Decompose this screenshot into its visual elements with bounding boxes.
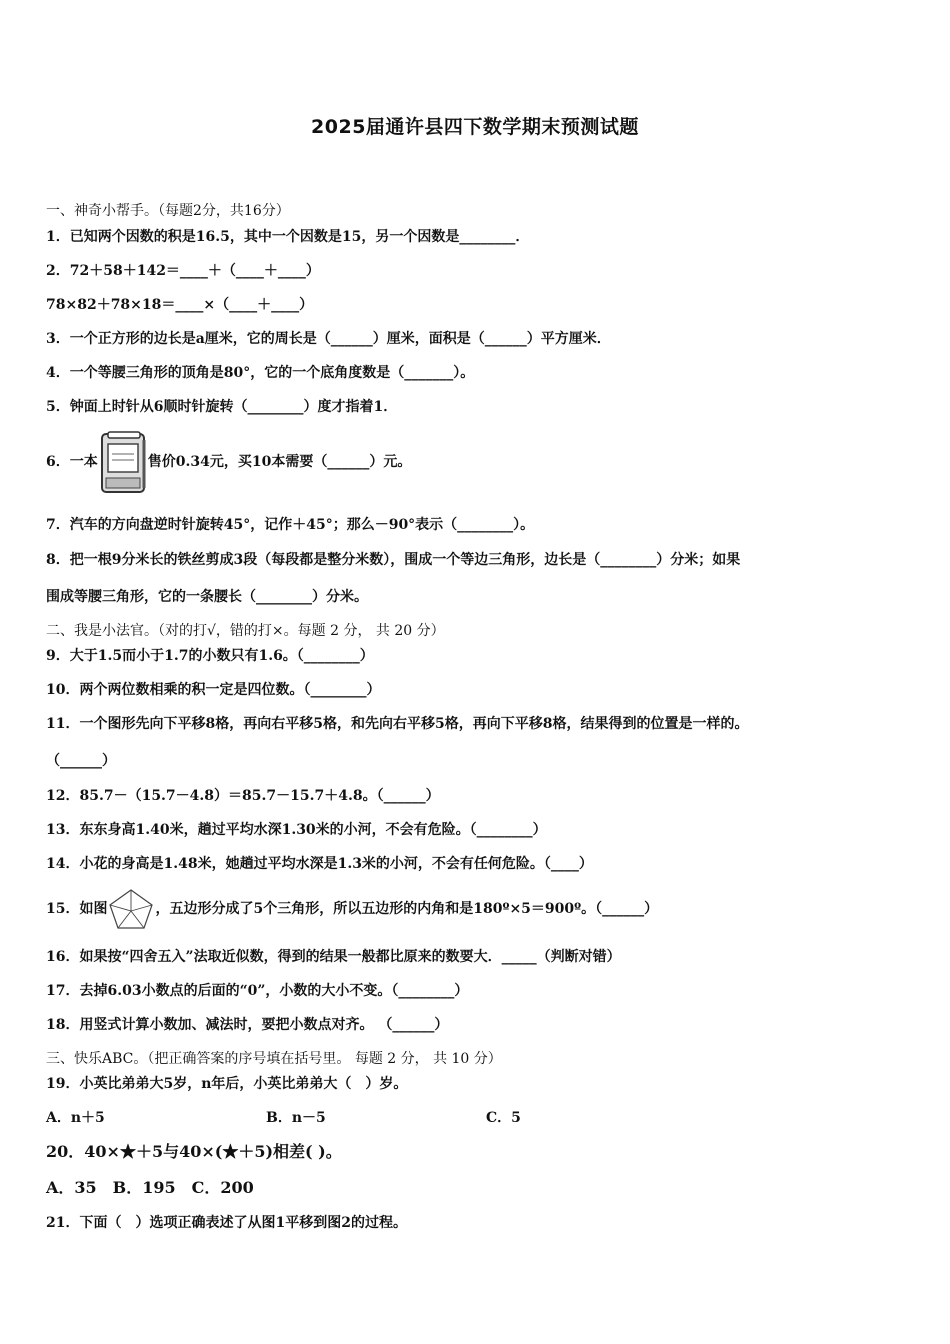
question-8-line-2: 围成等腰三角形，它的一条腰长（________）分米。 [46, 589, 368, 605]
question-15-suffix: ，五边形分成了5个三角形，所以五边形的内角和是180º×5＝900º。（______） [155, 901, 659, 917]
question-19-option-a: A．n＋5 [46, 1110, 105, 1126]
question-11-line-2: （______） [46, 753, 116, 769]
section-1-heading: 一、神奇小帮手。（每题2分，共16分） [46, 203, 290, 219]
question-18: 18．用竖式计算小数加、减法时，要把小数点对齐。 （______） [46, 1017, 449, 1033]
question-19: 19．小英比弟弟大5岁，n年后，小英比弟弟大（ ）岁。 [46, 1076, 408, 1092]
section-2-heading: 二、我是小法官。（对的打√，错的打×。每题 2 分， 共 20 分） [46, 623, 445, 639]
question-19-option-b: B．n－5 [266, 1110, 326, 1126]
question-19-option-c: C．5 [486, 1110, 521, 1126]
question-1: 1．已知两个因数的积是16.5，其中一个因数是15，另一个因数是________． [46, 229, 530, 245]
question-12: 12．85.7－（15.7－4.8）＝85.7－15.7＋4.8。（______） [46, 788, 440, 804]
question-2-line-1: 2．72＋58＋142＝____＋（____＋____） [46, 263, 320, 279]
pentagon-figure [107, 887, 155, 931]
question-5: 5．钟面上时针从6顺时针旋转（________）度才指着1． [46, 399, 398, 415]
section-3-heading: 三、快乐ABC。（把正确答案的序号填在括号里。 每题 2 分， 共 10 分） [46, 1051, 502, 1067]
question-9: 9．大于1.5而小于1.7的小数只有1.6。（________） [46, 648, 374, 664]
question-6 [46, 428, 411, 496]
question-21: 21．下面（ ）选项正确表述了从图1平移到图2的过程。 [46, 1215, 407, 1231]
question-7: 7．汽车的方向盘逆时针旋转45°，记作＋45°；那么－90°表示（________）。 [46, 517, 535, 533]
question-13: 13．东东身高1.40米，趟过平均水深1.30米的小河，不会有危险。（________） [46, 822, 547, 838]
question-20: 20．40×★＋5与40×(★＋5)相差( )。 [46, 1142, 342, 1161]
question-14: 14．小花的身高是1.48米，她趟过平均水深是1.3米的小河，不会有任何危险。（____） [46, 856, 593, 872]
question-16: 16．如果按“四舍五入”法取近似数，得到的结果一般都比原来的数要大．_____（判断对错） [46, 949, 621, 965]
question-19-options [46, 1108, 521, 1128]
question-8-line-1: 8．把一根9分米长的铁丝剪成3段（每段都是整分米数），围成一个等边三角形，边长是（________）分米；如果 [46, 552, 741, 568]
question-15-prefix: 15．如图 [46, 901, 108, 917]
question-6-prefix: 6．一本 [46, 454, 98, 470]
question-10: 10．两个两位数相乘的积一定是四位数。（________） [46, 682, 381, 698]
page-title: 2025届通许县四下数学期末预测试题 [311, 116, 639, 138]
question-3: 3．一个正方形的边长是a厘米，它的周长是（______）厘米，面积是（______）平方厘米． [46, 331, 611, 347]
question-11-line-1: 11．一个图形先向下平移8格，再向右平移5格，和先向右平移5格，再向下平移8格，结果得到的位置是一样的。 [46, 716, 749, 732]
question-2-line-2: 78×82＋78×18＝____×（____＋____） [46, 297, 314, 313]
question-4: 4．一个等腰三角形的顶角是80°，它的一个底角度数是（_______）。 [46, 365, 475, 381]
notebook-image [98, 428, 148, 496]
question-15 [46, 886, 658, 932]
question-20-options: A．35 B．195 C．200 [46, 1178, 254, 1197]
question-6-suffix: 售价0.34元，买10本需要（______）元。 [147, 454, 412, 470]
question-17: 17．去掉6.03小数点的后面的“0”，小数的大小不变。（________） [46, 983, 469, 999]
